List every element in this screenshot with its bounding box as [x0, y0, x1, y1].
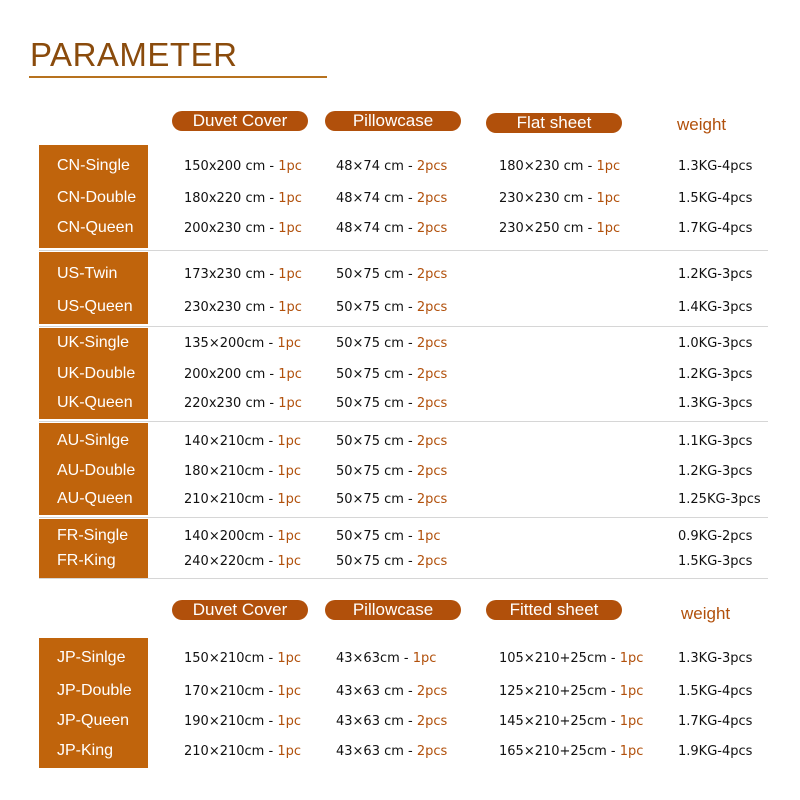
group-divider	[39, 326, 768, 327]
weight-value: 1.5KG-4pcs	[678, 684, 753, 699]
weight-value: 1.0KG-3pcs	[678, 336, 753, 351]
weight-value: 1.1KG-3pcs	[678, 434, 753, 449]
pillow-qty: 2pcs	[416, 267, 448, 282]
duvet-size: 135×200cm	[184, 336, 265, 351]
duvet-size: 140×200cm	[184, 529, 265, 544]
sheet-qty: 1pc	[619, 684, 644, 699]
pillow-qty: 2pcs	[416, 684, 448, 699]
sheet-cell	[499, 744, 643, 759]
row-label: FR-Single	[57, 527, 129, 544]
header-pillowcase: Pillowcase	[325, 111, 461, 131]
duvet-cell	[184, 714, 301, 729]
sheet-size: 230×250 cm	[499, 221, 584, 236]
duvet-qty: 1pc	[278, 191, 302, 206]
duvet-qty: 1pc	[277, 744, 301, 759]
pillow-size: 48×74 cm	[336, 159, 404, 174]
duvet-qty: 1pc	[277, 336, 301, 351]
weight-cell	[678, 684, 752, 699]
sheet-qty: 1pc	[619, 714, 644, 729]
header-duvet-cover: Duvet Cover	[172, 111, 308, 131]
separator: -	[403, 464, 417, 479]
duvet-qty: 1pc	[278, 300, 302, 315]
weight-cell	[678, 267, 752, 282]
row-label: US-Queen	[57, 298, 133, 315]
separator: -	[265, 191, 279, 206]
pillow-cell	[336, 744, 447, 759]
row-label: UK-Single	[57, 334, 130, 351]
separator: -	[583, 159, 597, 174]
duvet-size: 200x200 cm	[184, 367, 266, 382]
weight-value: 1.5KG-4pcs	[678, 191, 753, 206]
separator: -	[403, 367, 417, 382]
pillow-cell	[336, 492, 447, 507]
pillow-qty: 2pcs	[416, 434, 448, 449]
header2-weight: weight	[681, 604, 731, 623]
separator: -	[264, 554, 278, 569]
pillow-size: 50×75 cm	[336, 554, 404, 569]
weight-value: 1.3KG-3pcs	[678, 651, 753, 666]
duvet-cell	[184, 434, 301, 449]
group-divider	[39, 250, 768, 251]
pillow-size: 43×63cm	[336, 651, 400, 666]
header2-fitted-sheet: Fitted sheet	[486, 600, 622, 620]
separator: -	[606, 684, 620, 699]
duvet-qty: 1pc	[277, 684, 301, 699]
duvet-cell	[184, 651, 301, 666]
pillow-qty: 1pc	[416, 529, 441, 544]
sheet-size: 145×210+25cm	[499, 714, 607, 729]
separator: -	[403, 492, 417, 507]
header2-duvet-cover: Duvet Cover	[172, 600, 308, 620]
row-label: JP-King	[57, 742, 114, 759]
weight-value: 1.5KG-3pcs	[678, 554, 753, 569]
separator: -	[403, 267, 417, 282]
pillow-cell	[336, 714, 447, 729]
pillow-size: 50×75 cm	[336, 367, 404, 382]
separator: -	[403, 159, 417, 174]
pillow-cell	[336, 191, 447, 206]
pillow-qty: 2pcs	[416, 191, 448, 206]
weight-value: 1.9KG-4pcs	[678, 744, 753, 759]
sheet-size: 165×210+25cm	[499, 744, 607, 759]
pillow-size: 48×74 cm	[336, 221, 404, 236]
pillow-qty: 1pc	[412, 651, 437, 666]
pillow-cell	[336, 396, 447, 411]
separator: -	[399, 651, 413, 666]
separator: -	[265, 300, 279, 315]
pillow-size: 43×63 cm	[336, 714, 404, 729]
weight-cell	[678, 336, 752, 351]
duvet-qty: 1pc	[277, 714, 301, 729]
row-label: AU-Sinlge	[57, 432, 130, 449]
pillow-cell	[336, 300, 447, 315]
separator: -	[403, 300, 417, 315]
pillow-size: 50×75 cm	[336, 492, 404, 507]
pillow-cell	[336, 159, 447, 174]
pillow-size: 50×75 cm	[336, 300, 404, 315]
separator: -	[265, 267, 279, 282]
sheet-cell	[499, 221, 620, 236]
duvet-size: 173x230 cm	[184, 267, 266, 282]
duvet-qty: 1pc	[278, 159, 302, 174]
row-label: FR-King	[57, 552, 116, 569]
pillow-size: 43×63 cm	[336, 684, 404, 699]
separator: -	[403, 529, 417, 544]
pillow-qty: 2pcs	[416, 744, 448, 759]
pillow-cell	[336, 336, 447, 351]
duvet-size: 170×210cm	[184, 684, 265, 699]
duvet-qty: 1pc	[277, 651, 301, 666]
weight-cell	[678, 396, 752, 411]
separator: -	[264, 336, 278, 351]
separator: -	[583, 191, 597, 206]
pillow-cell	[336, 267, 447, 282]
separator: -	[265, 367, 279, 382]
separator: -	[403, 221, 417, 236]
weight-value: 1.7KG-4pcs	[678, 714, 753, 729]
sheet-qty: 1pc	[619, 744, 644, 759]
weight-value: 1.2KG-3pcs	[678, 267, 753, 282]
separator: -	[264, 651, 278, 666]
duvet-size: 150×210cm	[184, 651, 265, 666]
separator: -	[264, 434, 278, 449]
duvet-qty: 1pc	[277, 492, 301, 507]
pillow-size: 50×75 cm	[336, 434, 404, 449]
separator: -	[583, 221, 597, 236]
row-label: JP-Sinlge	[57, 649, 126, 666]
pillow-size: 50×75 cm	[336, 396, 404, 411]
pillow-cell	[336, 367, 447, 382]
separator: -	[264, 464, 278, 479]
separator: -	[606, 651, 620, 666]
weight-cell	[678, 159, 752, 174]
separator: -	[606, 714, 620, 729]
sheet-qty: 1pc	[619, 651, 644, 666]
page-title: PARAMETER	[30, 36, 238, 73]
pillow-qty: 2pcs	[416, 336, 448, 351]
duvet-size: 200x230 cm	[184, 221, 266, 236]
weight-value: 0.9KG-2pcs	[678, 529, 753, 544]
separator: -	[403, 554, 417, 569]
weight-cell	[678, 434, 752, 449]
weight-cell	[678, 492, 761, 507]
duvet-qty: 1pc	[277, 554, 301, 569]
separator: -	[264, 684, 278, 699]
duvet-size: 210×210cm	[184, 492, 265, 507]
sheet-cell	[499, 684, 643, 699]
duvet-cell	[184, 221, 302, 236]
duvet-size: 240×220cm	[184, 554, 265, 569]
separator: -	[264, 744, 278, 759]
pillow-qty: 2pcs	[416, 554, 448, 569]
duvet-qty: 1pc	[278, 396, 302, 411]
separator: -	[403, 396, 417, 411]
sheet-qty: 1pc	[596, 221, 621, 236]
duvet-cell	[184, 464, 301, 479]
pillow-qty: 2pcs	[416, 300, 448, 315]
pillow-size: 50×75 cm	[336, 464, 404, 479]
duvet-cell	[184, 554, 301, 569]
duvet-cell	[184, 367, 302, 382]
sheet-size: 180×230 cm	[499, 159, 584, 174]
pillow-size: 43×63 cm	[336, 744, 404, 759]
row-label: AU-Queen	[57, 490, 133, 507]
duvet-cell	[184, 159, 302, 174]
weight-cell	[678, 554, 752, 569]
separator: -	[403, 684, 417, 699]
pillow-qty: 2pcs	[416, 464, 448, 479]
row-label: CN-Queen	[57, 219, 134, 236]
header2-pillowcase: Pillowcase	[325, 600, 461, 620]
duvet-size: 180×210cm	[184, 464, 265, 479]
duvet-size: 190×210cm	[184, 714, 265, 729]
pillow-cell	[336, 529, 441, 544]
duvet-size: 210×210cm	[184, 744, 265, 759]
pillow-qty: 2pcs	[416, 221, 448, 236]
pillow-qty: 2pcs	[416, 492, 448, 507]
duvet-cell	[184, 300, 302, 315]
weight-cell	[678, 191, 752, 206]
weight-cell	[678, 714, 752, 729]
duvet-cell	[184, 492, 301, 507]
row-label: UK-Queen	[57, 394, 133, 411]
duvet-qty: 1pc	[277, 464, 301, 479]
sheet-qty: 1pc	[596, 159, 621, 174]
weight-value: 1.3KG-4pcs	[678, 159, 753, 174]
row-label: CN-Single	[57, 157, 130, 174]
separator: -	[264, 529, 278, 544]
duvet-size: 230x230 cm	[184, 300, 266, 315]
sheet-cell	[499, 651, 643, 666]
duvet-size: 180x220 cm	[184, 191, 266, 206]
weight-value: 1.3KG-3pcs	[678, 396, 753, 411]
duvet-qty: 1pc	[277, 434, 301, 449]
weight-value: 1.2KG-3pcs	[678, 464, 753, 479]
weight-cell	[678, 464, 752, 479]
separator: -	[403, 434, 417, 449]
duvet-cell	[184, 396, 302, 411]
pillow-cell	[336, 434, 447, 449]
group-divider	[39, 578, 768, 579]
row-label: AU-Double	[57, 462, 136, 479]
sheet-size: 105×210+25cm	[499, 651, 607, 666]
duvet-cell	[184, 744, 301, 759]
sheet-size: 125×210+25cm	[499, 684, 607, 699]
sheet-cell	[499, 714, 643, 729]
pillow-size: 50×75 cm	[336, 529, 404, 544]
pillow-qty: 2pcs	[416, 367, 448, 382]
sheet-qty: 1pc	[596, 191, 621, 206]
row-label: JP-Queen	[57, 712, 130, 729]
sheet-cell	[499, 159, 620, 174]
duvet-cell	[184, 191, 302, 206]
pillow-cell	[336, 221, 447, 236]
weight-value: 1.25KG-3pcs	[678, 492, 761, 507]
header-weight: weight	[677, 115, 727, 134]
group-divider	[39, 421, 768, 422]
duvet-size: 150x200 cm	[184, 159, 266, 174]
pillow-cell	[336, 464, 447, 479]
weight-cell	[678, 651, 752, 666]
pillow-size: 48×74 cm	[336, 191, 404, 206]
group-divider	[39, 517, 768, 518]
pillow-qty: 2pcs	[416, 396, 448, 411]
row-label: JP-Double	[57, 682, 132, 699]
duvet-cell	[184, 336, 301, 351]
weight-cell	[678, 529, 752, 544]
row-label: US-Twin	[57, 265, 118, 282]
separator: -	[264, 492, 278, 507]
duvet-cell	[184, 684, 301, 699]
weight-cell	[678, 300, 752, 315]
duvet-qty: 1pc	[278, 267, 302, 282]
duvet-qty: 1pc	[278, 367, 302, 382]
separator: -	[265, 221, 279, 236]
pillow-cell	[336, 651, 436, 666]
separator: -	[265, 396, 279, 411]
pillow-qty: 2pcs	[416, 714, 448, 729]
duvet-qty: 1pc	[278, 221, 302, 236]
separator: -	[403, 714, 417, 729]
sheet-cell	[499, 191, 620, 206]
separator: -	[265, 159, 279, 174]
weight-value: 1.2KG-3pcs	[678, 367, 753, 382]
pillow-cell	[336, 554, 447, 569]
row-label: UK-Double	[57, 365, 136, 382]
duvet-cell	[184, 267, 302, 282]
duvet-qty: 1pc	[277, 529, 301, 544]
duvet-cell	[184, 529, 301, 544]
separator: -	[403, 191, 417, 206]
separator: -	[403, 744, 417, 759]
weight-cell	[678, 367, 752, 382]
pillow-qty: 2pcs	[416, 159, 448, 174]
weight-cell	[678, 221, 752, 236]
duvet-size: 140×210cm	[184, 434, 265, 449]
weight-cell	[678, 744, 752, 759]
sheet-size: 230×230 cm	[499, 191, 584, 206]
pillow-size: 50×75 cm	[336, 267, 404, 282]
separator: -	[606, 744, 620, 759]
header-flat-sheet: Flat sheet	[486, 113, 622, 133]
weight-value: 1.7KG-4pcs	[678, 221, 753, 236]
row-label: CN-Double	[57, 189, 137, 206]
pillow-cell	[336, 684, 447, 699]
duvet-size: 220x230 cm	[184, 396, 266, 411]
title-underline	[29, 76, 327, 78]
weight-value: 1.4KG-3pcs	[678, 300, 753, 315]
separator: -	[264, 714, 278, 729]
pillow-size: 50×75 cm	[336, 336, 404, 351]
separator: -	[403, 336, 417, 351]
